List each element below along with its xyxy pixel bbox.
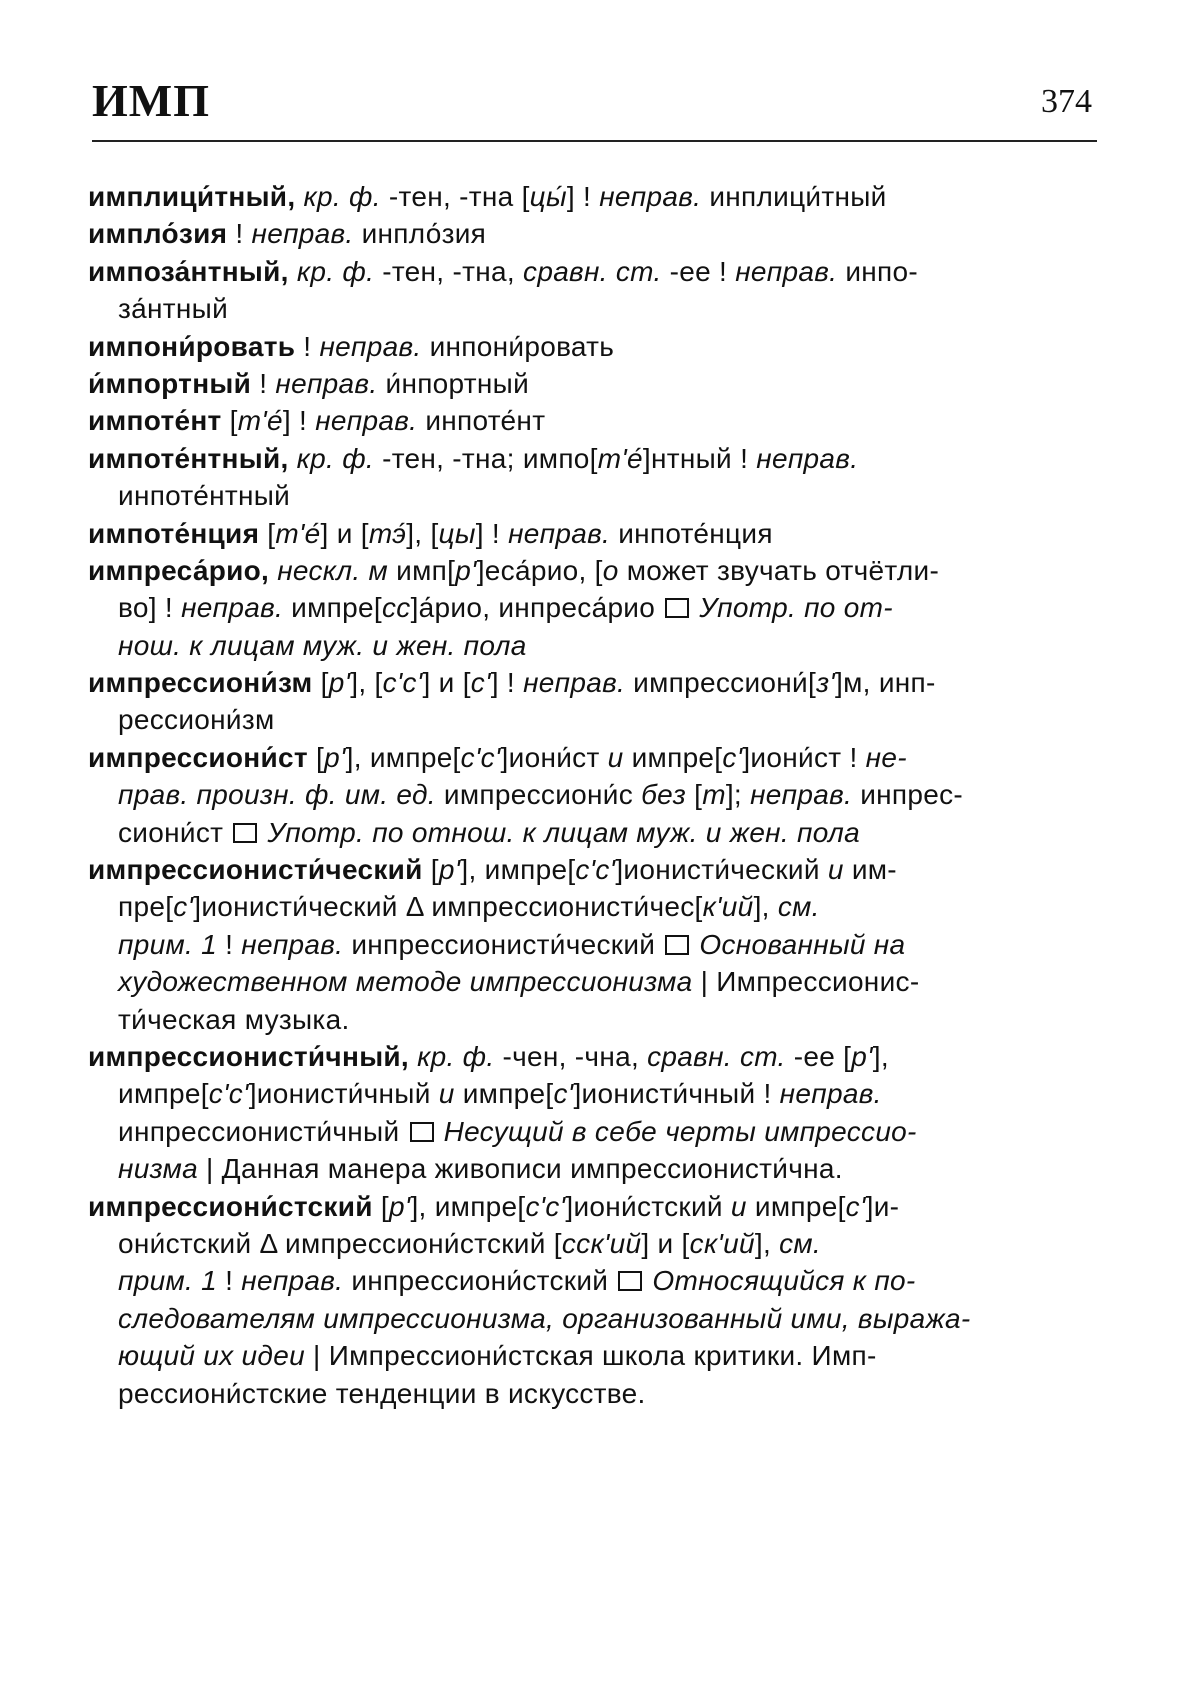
entry-continuation-line [88,1113,1100,1150]
italic-annotation: неправ. [508,517,611,549]
italic-annotation: р' [438,854,461,886]
italic-annotation: неправ. [599,181,702,212]
italic-annotation: нош. к лицам муж. и жен. пола [118,629,527,661]
definition-box-icon [665,935,689,955]
entry-text: [ [372,1190,389,1222]
italic-annotation: цы [438,517,476,549]
entry-continuation-line [88,1337,1100,1374]
dictionary-entries [88,178,1100,1412]
entry-text: -тен, -тна, [374,255,524,287]
entry-text: ! [251,367,276,399]
headword: импрессиони́стский [88,1190,373,1222]
italic-annotation: кр. ф. [288,442,374,474]
italic-annotation: сравн. ст. [647,1040,786,1072]
headword: импоте́нт [88,405,222,437]
entry-text: импрессиони́[ [625,667,817,699]
definition-box-icon [618,1271,642,1291]
italic-annotation: с' [173,891,194,923]
italic-annotation: ск'ий [689,1227,755,1259]
italic-annotation: сс [381,592,411,624]
italic-annotation: т'е́ [237,405,283,437]
entry-text: ! [216,1265,242,1297]
italic-annotation: з' [816,667,836,699]
entry-text: ! [227,218,252,250]
definition-box-icon [665,598,689,618]
entry-headword-line [88,552,1100,589]
italic-annotation: без [641,779,687,811]
italic-annotation: неправ. [319,330,422,362]
definition-box-icon [233,823,257,843]
entry-text: ]иони́ст [500,741,608,773]
entry-continuation-line [88,290,1100,327]
headword: импоза́нтный, [88,255,289,287]
italic-annotation: Употр. по отнош. к лицам муж. и жен. пола [259,816,860,848]
italic-annotation: р' [851,1040,873,1072]
entry-text: инпо- [837,255,918,287]
italic-annotation: неправ. [275,367,378,399]
entry-text: инпрессиони́стский [343,1265,617,1297]
italic-annotation: неправ. [251,218,354,250]
entry-text: -ее [ [785,1040,852,1072]
entry-continuation-line [88,477,1100,514]
italic-annotation: с' [470,667,491,699]
entry-text: ]нтный ! [642,442,757,474]
entry-headword-line [88,739,1100,776]
headword: импло́зия [88,218,228,250]
entry-text: они́стский Δ импрессиони́стский [ [118,1227,562,1259]
italic-annotation: неправ. [523,667,626,699]
entry-text: ] и [ [422,667,471,699]
italic-annotation: кр. ф. [295,181,381,212]
entry-text: инпло́зия [353,218,487,250]
entry-headword-line [88,1038,1100,1075]
entry-text: инпоте́нция [610,517,773,549]
running-head-word: ИМП [92,75,210,126]
headword: импрессионисти́чный, [88,1040,410,1072]
italic-annotation: цы́ [529,181,567,212]
entry-text: ]иони́ст ! [742,741,866,773]
page-header [92,76,1092,136]
entry-text: | Импрессионис- [692,966,920,998]
italic-annotation: и [607,741,624,773]
entry-text: за́нтный [118,293,229,325]
entry-text: ] ! [475,517,509,549]
entry-text: ]еса́рио, [ [476,554,603,586]
italic-annotation: к'ий [702,891,754,923]
italic-annotation: с' [553,1078,574,1110]
headword: импоте́нция [88,517,260,549]
entry-text: им- [843,854,897,886]
italic-annotation: прав. произн. ф. им. ед. [118,779,436,811]
italic-annotation: с'с' [208,1078,249,1110]
italic-annotation: кр. ф. [288,255,375,287]
entry-text: инпрес- [852,779,964,811]
italic-annotation: ющий их идеи [118,1340,305,1372]
entry-text: сиони́ст [118,816,232,848]
entry-text: инпрессионисти́чный [118,1115,408,1147]
entry-text: ], импре[ [460,854,576,886]
italic-annotation: Относящийся к по- [644,1265,916,1297]
italic-annotation: р' [324,741,346,773]
entry-headword-line [88,365,1100,402]
entry-text: инпоте́нт [417,405,546,437]
entry-headword-line [88,440,1100,477]
entry-text: ], импре[ [410,1190,526,1222]
italic-annotation: т [702,779,726,811]
entry-continuation-line [88,1150,1100,1187]
italic-annotation: с'с' [575,854,616,886]
italic-annotation: о [602,554,619,586]
entry-text: ]и- [865,1190,900,1222]
entry-text: ], импре[ [345,741,461,773]
italic-annotation: р' [328,667,351,699]
entry-continuation-line [88,1375,1100,1412]
entry-text: ] и [ [320,517,369,549]
headword: импрессионисти́ческий [88,854,423,886]
entry-text: инпрессионисти́ческий [343,928,664,960]
entry-continuation-line [88,627,1100,664]
italic-annotation: неправ. [750,779,853,811]
entry-text: ] ! [566,181,600,212]
entry-continuation-line [88,1300,1100,1337]
entry-text: ]ионисти́чный [248,1078,439,1110]
entry-text: -чен, -чна, [494,1040,648,1072]
italic-annotation: Несущий в себе черты импрессио- [435,1115,917,1147]
entry-headword-line [88,851,1100,888]
entry-continuation-line [88,814,1100,851]
italic-annotation: следователям импрессионизма, организованный ими, выража- [118,1302,971,1334]
entry-text: импре[ [283,592,382,624]
entry-text: | Данная манера живописи импрессионисти́чна. [197,1153,843,1185]
definition-box-icon [410,1122,434,1142]
entry-continuation-line [88,701,1100,738]
entry-text: [ [221,405,238,437]
entry-text: ], [ [406,517,439,549]
italic-annotation: неправ. [779,1078,882,1110]
entry-text: инпони́ровать [421,330,615,362]
entry-text: импре[ [623,741,723,773]
italic-annotation: и [730,1190,747,1222]
italic-annotation: не- [865,741,907,773]
italic-annotation: неправ. [241,1265,344,1297]
entry-continuation-line [88,888,1100,925]
entry-text: ] и [ [641,1227,690,1259]
header-rule-divider [92,140,1097,142]
entry-text: -ее ! [661,255,736,287]
entry-headword-line [88,664,1100,701]
italic-annotation: с'с' [460,741,501,773]
entry-text: ]а́рио, инпреса́рио [410,592,664,624]
italic-annotation: неправ. [315,405,418,437]
entry-text: ], [872,1040,889,1072]
entry-text: ! [295,330,320,362]
italic-annotation: прим. 1 [118,928,217,960]
italic-annotation: сск'ий [561,1227,642,1259]
entry-text: | Импрессиони́стская школа критики. Имп- [304,1340,877,1372]
italic-annotation: неправ. [735,255,838,287]
headword: импрессиони́зм [88,667,313,699]
italic-annotation: и [827,854,844,886]
italic-annotation: сравн. ст. [523,255,662,287]
italic-annotation: с'с' [382,667,423,699]
entry-continuation-line [88,1225,1100,1262]
entry-text: [ [422,854,439,886]
italic-annotation: р' [455,554,477,586]
headword: импрессиони́ст [88,741,308,773]
headword: импони́ровать [88,330,296,362]
italic-annotation: т'е́ [597,442,643,474]
entry-text: и́нпортный [377,367,530,399]
entry-headword-line [88,178,1100,215]
entry-text: во] ! [118,592,182,624]
entry-text: ]м, инп- [835,667,936,699]
entry-text: ] ! [490,667,524,699]
entry-text: импрессиони́с [435,779,642,811]
italic-annotation: см. [777,891,820,923]
entry-headword-line [88,253,1100,290]
italic-annotation: неправ. [241,928,344,960]
entry-continuation-line [88,926,1100,963]
entry-continuation-line [88,776,1100,813]
entry-continuation-line [88,963,1100,1000]
entry-text: импре[ [454,1078,554,1110]
entry-text: -тен, -тна; импо[ [373,442,598,474]
entry-text: ]ионисти́ческий [615,854,828,886]
entry-text: рессиони́зм [118,704,275,736]
italic-annotation: см. [779,1227,821,1259]
entry-text: ]; [725,779,751,811]
italic-annotation: низма [118,1153,198,1185]
entry-text: [ [259,517,276,549]
italic-annotation: и [438,1078,455,1110]
italic-annotation: нескл. м [269,554,389,586]
italic-annotation: Употр. по от- [691,592,893,624]
entry-headword-line [88,215,1100,252]
headword: имплици́тный, [88,181,296,212]
entry-text: [ [307,741,325,773]
entry-text: [ [686,779,703,811]
entry-text: может звучать отчётли- [618,554,940,586]
entry-continuation-line [88,1075,1100,1112]
italic-annotation: художественном методе импрессионизма [118,966,693,998]
entry-continuation-line [88,1001,1100,1038]
entry-text: ! [216,928,242,960]
headword: импреса́рио, [88,554,270,586]
entry-headword-line [88,328,1100,365]
entry-text: ] ! [282,405,316,437]
entry-headword-line [88,1188,1100,1225]
italic-annotation: р' [388,1190,411,1222]
entry-text: ]ионисти́чный ! [573,1078,780,1110]
entry-text: рессиони́стские тенденции в искусстве. [118,1377,646,1409]
entry-text: [ [312,667,329,699]
headword: и́мпортный [88,367,252,399]
entry-text: инпоте́нтный [118,480,291,512]
entry-text: ти́ческая музыка. [118,1003,350,1035]
entry-headword-line [88,515,1100,552]
italic-annotation: с'с' [525,1190,566,1222]
headword: импоте́нтный, [88,442,289,474]
entry-headword-line [88,402,1100,439]
entry-text: ], [753,891,778,923]
entry-text: ]ионисти́ческий Δ импрессионисти́чес[ [193,891,703,923]
italic-annotation: неправ. [756,442,859,474]
italic-annotation: прим. 1 [118,1265,217,1297]
italic-annotation: с' [722,741,743,773]
italic-annotation: неправ. [181,592,284,624]
entry-text: ], [754,1227,780,1259]
italic-annotation: кр. ф. [409,1040,495,1072]
entry-continuation-line [88,589,1100,626]
entry-text: имп[ [388,554,456,586]
entry-continuation-line [88,1262,1100,1299]
italic-annotation: тэ́ [368,517,407,549]
entry-text: ]иони́стский [565,1190,731,1222]
entry-text: -тен, -тна [ [380,181,530,212]
italic-annotation: с' [845,1190,866,1222]
entry-text: ], [ [350,667,383,699]
entry-text: пре[ [118,891,174,923]
italic-annotation: Основанный на [691,928,906,960]
entry-text: импре[ [118,1078,209,1110]
page-number: 374 [1041,83,1092,120]
entry-text: инплици́тный [701,181,887,212]
entry-text: импре[ [746,1190,846,1222]
italic-annotation: т'е́ [275,517,321,549]
